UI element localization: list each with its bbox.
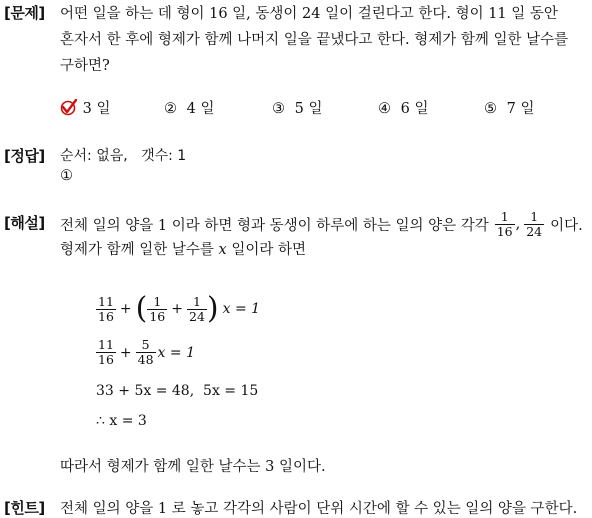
equation-2 xyxy=(96,338,195,367)
choice-3-symbol: ③ xyxy=(272,101,285,117)
checkmark-icon xyxy=(60,98,78,116)
left-paren: ( xyxy=(135,291,148,326)
fraction-1-24 xyxy=(187,295,207,324)
fraction-numerator: 1 xyxy=(530,208,539,224)
fraction-denominator: 24 xyxy=(526,223,543,239)
problem-line-3: 구하면? xyxy=(60,58,110,74)
fraction-numerator: 11 xyxy=(98,293,114,309)
fraction-numerator: 11 xyxy=(98,337,114,352)
choice-1[interactable] xyxy=(60,97,110,118)
equation-3: 33 + 5x = 48, 5x = 15 xyxy=(96,383,259,399)
fraction-numerator: 1 xyxy=(500,208,509,224)
fraction-denominator: 16 xyxy=(496,223,513,239)
plus-sign: + xyxy=(119,301,132,317)
choice-4-text: 6 일 xyxy=(400,101,429,117)
choice-3-text: 5 일 xyxy=(294,101,323,117)
choice-5-symbol: ⑤ xyxy=(484,101,497,117)
solution-line-1-pre: 전체 일의 양을 1 이라 하면 형과 동생이 하루에 하는 일의 양은 각각 xyxy=(60,217,489,234)
problem-line-1: 어떤 일을 하는 데 형이 16 일, 동생이 24 일이 걸린다고 한다. 형이 11 일 동안 xyxy=(60,6,558,22)
problem-label: [문제] xyxy=(4,4,45,22)
fraction-numerator: 5 xyxy=(141,337,150,352)
fraction-denominator: 24 xyxy=(189,308,205,324)
choice-4-symbol: ④ xyxy=(378,101,391,117)
solution-conclusion: 따라서 형제가 함께 일한 날수는 3 일이다. xyxy=(60,459,326,475)
variable-x: x xyxy=(218,242,227,258)
solution-line-2-post: 일이라 하면 xyxy=(231,242,306,258)
plus-sign: + xyxy=(119,344,132,361)
choice-2[interactable] xyxy=(164,97,214,118)
choice-3[interactable] xyxy=(272,97,322,118)
solution-label: [해설] xyxy=(4,214,45,232)
answer-label: [정답] xyxy=(4,147,45,165)
fraction-11-16 xyxy=(96,295,116,324)
choice-4[interactable] xyxy=(378,97,428,118)
problem-line-2: 혼자서 한 후에 형제가 함께 나머지 일을 끝냈다고 한다. 형제가 함께 일한 날수를 xyxy=(60,32,569,48)
hint-text: 전체 일의 양을 1 로 놓고 각각의 사람이 단위 시간에 할 수 있는 일의 양을 구한다. xyxy=(60,501,578,517)
choice-list xyxy=(60,97,580,119)
choice-1-text: 3 일 xyxy=(82,101,111,117)
equation-1 xyxy=(96,291,261,326)
fraction-denominator: 16 xyxy=(98,308,114,324)
solution-line-1-post: 이다. xyxy=(550,217,583,234)
choice-2-symbol: ② xyxy=(164,101,177,117)
fraction-1-16 xyxy=(147,295,167,324)
choice-2-text: 4 일 xyxy=(186,101,215,117)
solution-line-2-pre: 형제가 함께 일한 날수를 xyxy=(60,242,214,258)
fraction-numerator: 1 xyxy=(192,293,201,309)
choice-5-text: 7 일 xyxy=(506,101,535,117)
fraction-numerator: 1 xyxy=(153,293,162,309)
equation-4: ∴ x = 3 xyxy=(96,413,147,429)
fraction-denominator: 48 xyxy=(137,352,154,367)
plus-sign: + xyxy=(171,301,183,317)
hint-label: [힌트] xyxy=(4,499,45,517)
fraction-denominator: 16 xyxy=(149,308,166,324)
fraction-1-16 xyxy=(495,210,515,239)
solution-line-2 xyxy=(60,238,306,259)
fraction-1-24 xyxy=(524,210,544,239)
equation-2-tail: x = 1 xyxy=(157,344,195,361)
answer-line-1: 순서: 없음, 갯수: 1 xyxy=(60,148,187,164)
right-paren: ) xyxy=(206,291,219,326)
answer-line-2: ① xyxy=(60,168,73,184)
choice-5[interactable] xyxy=(484,97,534,118)
fraction-11-16 xyxy=(96,338,116,367)
fraction-5-48 xyxy=(136,338,156,367)
fraction-separator: , xyxy=(515,216,521,232)
equation-1-tail: x = 1 xyxy=(222,301,261,317)
fraction-denominator: 16 xyxy=(98,352,114,367)
